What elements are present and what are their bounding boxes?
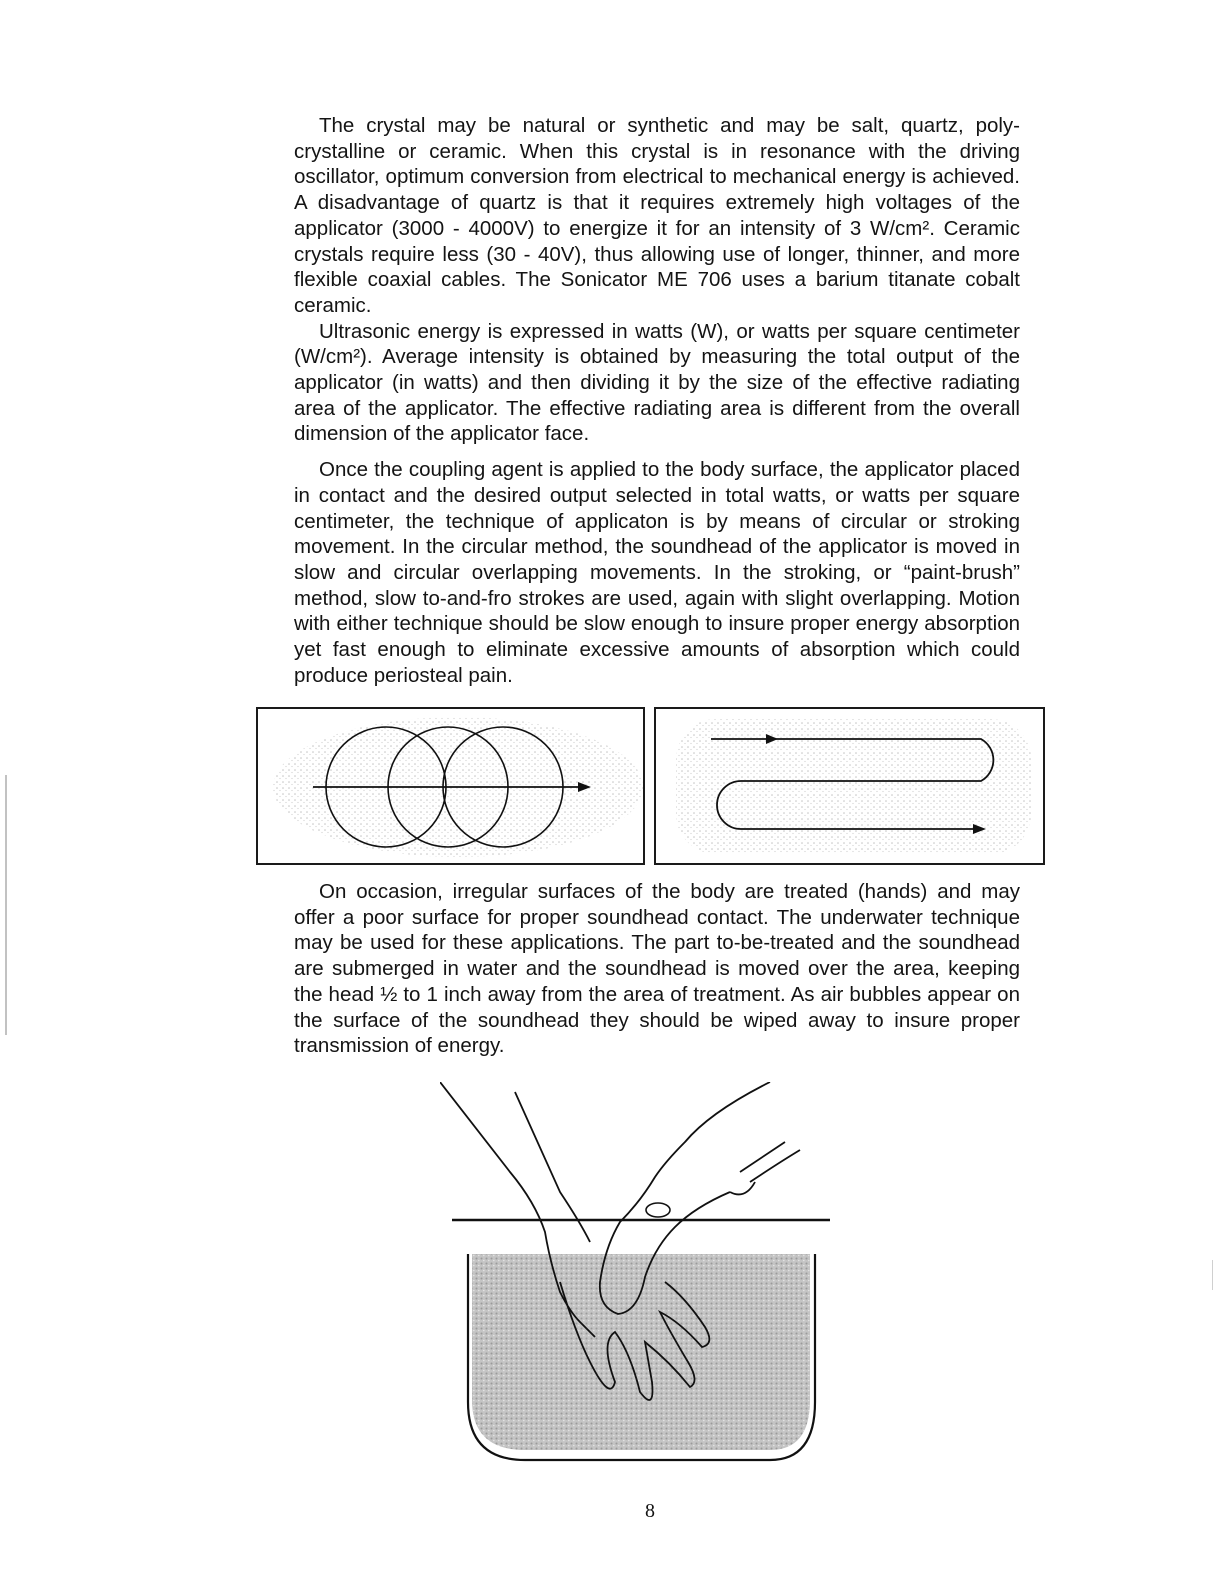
circular-method-figure (256, 707, 645, 865)
cable-outline (730, 1142, 800, 1194)
page-number: 8 (645, 1500, 655, 1522)
scan-artifact (5, 775, 7, 1035)
paragraph-ultrasonic-energy: Ultrasonic energy is expressed in watts (W), or watts per square centimeter (W/cm²). Average intensity is obtained by measuring the total output of the applicator (in watts) and then dividing it by the size of the effective radiating area of the applicator. The effective radiating area is different from the overall dimension of the applicator face. (294, 319, 1020, 446)
soundhead-icon (646, 1203, 670, 1217)
text-block-top (294, 113, 1020, 688)
stroking-method-illustration (656, 709, 1043, 863)
stroking-method-figure (654, 707, 1045, 865)
text-block-bottom (294, 879, 1020, 1059)
circular-method-illustration (258, 709, 643, 863)
underwater-illustration (440, 1082, 870, 1462)
water-area (472, 1254, 810, 1450)
paragraph-crystal: The crystal may be natural or synthetic and may be salt, quartz, poly-crystalline or ceramic. When this crystal is in resonance with the driving oscillator, optimum conversion from electrical to mechanical energy is achieved. A disadvantage of quartz is that it requires extremely high voltages of the applicator (3000 - 4000V) to energize it for an intensity of 3 W/cm². Ceramic crystals require less (30 - 40V), thus allowing use of longer, thinner, and more flexible coaxial cables. The Sonicator ME 706 uses a barium titanate cobalt ceramic. (294, 114, 1020, 317)
scan-artifact (1212, 1260, 1213, 1290)
paragraph-underwater: On occasion, irregular surfaces of the body are treated (hands) and may offer a poor surface for proper soundhead contact. The underwater technique may be used for these applications. The part to-be-treated and the soundhead are submerged in water and the soundhead is moved over the area, keeping the head ½ to 1 inch away from the area of treatment. As air bubbles appear on the surface of the soundhead they should be wiped away to insure proper transmission of energy. (294, 880, 1020, 1058)
underwater-technique-figure (440, 1082, 870, 1462)
paragraph-technique: Once the coupling agent is applied to the body surface, the applicator placed in contact and the desired output selected in total watts, or watts per square centimeter, the technique of applicaton is by means of circular or stroking movement. In the circular method, the soundhead of the applicator is moved in slow and circular overlapping movements. In the stroking, or “paint-brush” method, slow to-and-fro strokes are used, again with slight overlapping. Motion with either technique should be slow enough to insure proper energy absorption yet fast enough to eliminate excessive amounts of absorption which could produce periosteal pain. (294, 458, 1020, 687)
